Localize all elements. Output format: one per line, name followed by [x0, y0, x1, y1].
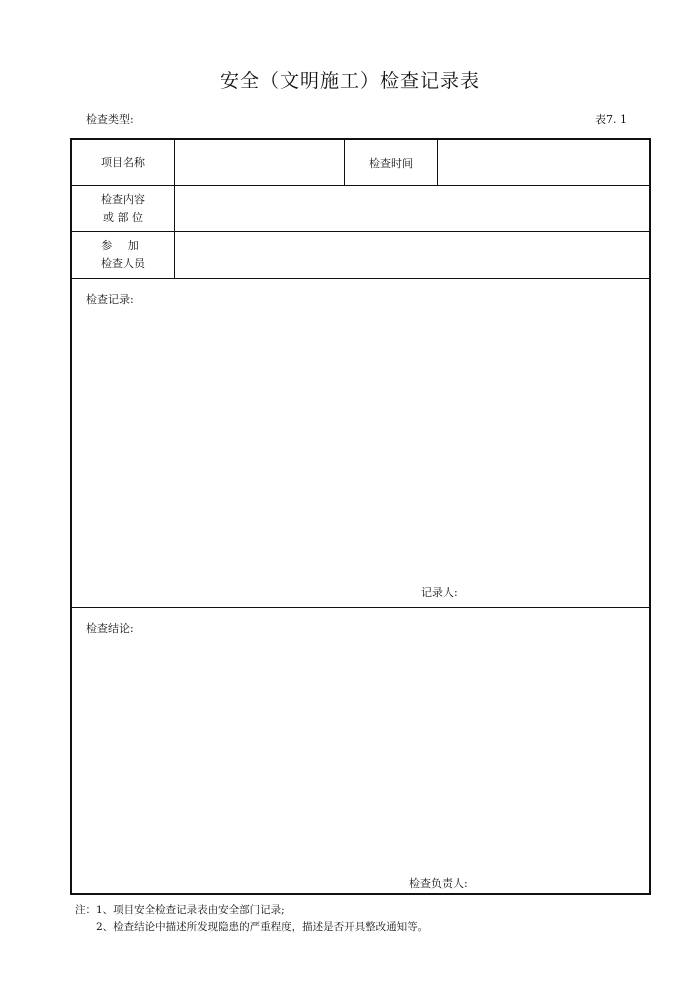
note-line-2: 2、检查结论中描述所发现隐患的严重程度，描述是否开具整改通知等。: [96, 921, 429, 933]
row-participants: [72, 232, 649, 279]
check-time-field[interactable]: [438, 140, 649, 185]
content-field[interactable]: [175, 186, 649, 231]
notes: [75, 902, 428, 936]
conclusion-label: 检查结论:: [86, 622, 134, 635]
content-label-line2: 或 部 位: [103, 210, 143, 224]
participants-label: [72, 232, 175, 278]
responsible-label: 检查负责人:: [409, 877, 468, 890]
record-label: 检查记录:: [86, 293, 134, 306]
participants-label-line2: 检查人员: [101, 257, 145, 270]
project-name-field[interactable]: [175, 140, 345, 185]
content-label-line1: 检查内容: [101, 192, 145, 206]
inspection-form: [70, 138, 651, 895]
conclusion-section[interactable]: [72, 608, 649, 893]
note-line-1: 注：1、项目安全检查记录表由安全部门记录;: [75, 904, 285, 916]
check-time-label-text: 检查时间: [369, 156, 413, 170]
project-name-label-text: 项目名称: [101, 155, 145, 169]
participants-field[interactable]: [175, 232, 649, 278]
project-name-label: [72, 140, 175, 185]
content-label: [72, 186, 175, 231]
recorder-label: 记录人:: [421, 586, 458, 599]
table-number: 表7. 1: [595, 113, 627, 126]
page-title: 安全（文明施工）检查记录表: [219, 70, 480, 92]
record-section[interactable]: [72, 279, 649, 608]
participants-label-line1: 参 加: [101, 239, 145, 252]
row-project: [72, 140, 649, 186]
check-time-label: [345, 140, 438, 185]
row-content: [72, 186, 649, 232]
check-type-label: 检查类型:: [86, 113, 134, 126]
